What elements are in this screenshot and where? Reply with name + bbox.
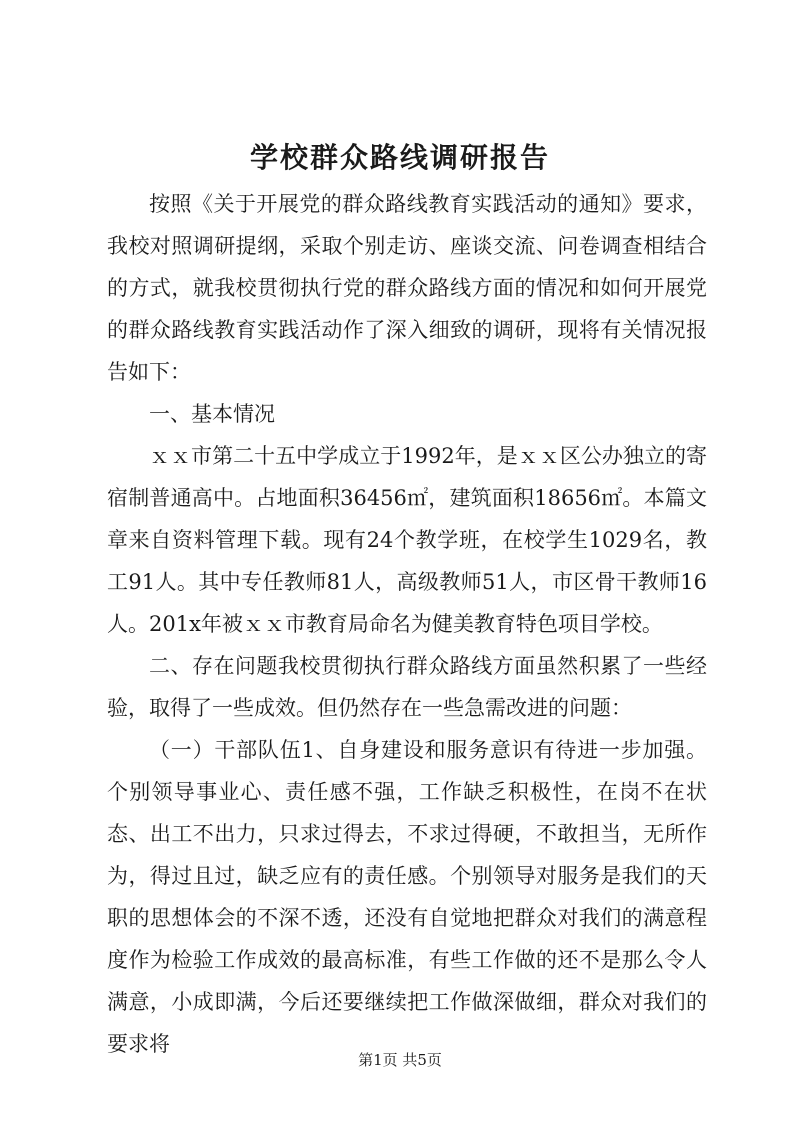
document-title: 学校群众路线调研报告 <box>249 141 550 174</box>
page-number-footer: 第1页 共5页 <box>358 1051 442 1069</box>
paragraph-basic-info: ｘｘ市第二十五中学成立于1992年，是ｘｘ区公办独立的寄宿制普通高中。占地面积36456㎡，建筑面积18656㎡。本篇文章来自资料管理下载。现有24个教学班，在校学生1029名，教工91人。其中专任教师81人，高级教师51人，市区骨干教师16人。201x年被ｘｘ市教育局命名为健美教育特色项目学校。 <box>107 444 707 636</box>
section-heading-basic: 一、基本情况 <box>149 402 275 426</box>
section-heading-problems: 二、存在问题我校贯彻执行群众路线方面虽然积累了一些经验，取得了一些成效。但仍然存在一些急需改进的问题： <box>107 654 707 720</box>
paragraph-cadre-team: （一）干部队伍1、自身建设和服务意识有待进一步加强。个别领导事业心、责任感不强，工作缺乏积极性，在岗不在状态、出工不出力，只求过得去，不求过得硬，不敢担当，无所作为，得过且过，缺乏应有的责任感。个别领导对服务是我们的天职的思想体会的不深不透，还没有自觉地把群众对我们的满意程度作为检验工作成效的最高标准，有些工作做的还不是那么令人满意，小成即满，今后还要继续把工作做深做细，群众对我们的要求将 <box>107 738 707 1056</box>
document-body <box>107 183 707 1065</box>
paragraph-intro: 按照《关于开展党的群众路线教育实践活动的通知》要求，我校对照调研提纲，采取个别走访、座谈交流、问卷调查相结合的方式，就我校贯彻执行党的群众路线方面的情况和如何开展党的群众路线教育实践活动作了深入细致的调研，现将有关情况报告如下： <box>107 192 707 384</box>
